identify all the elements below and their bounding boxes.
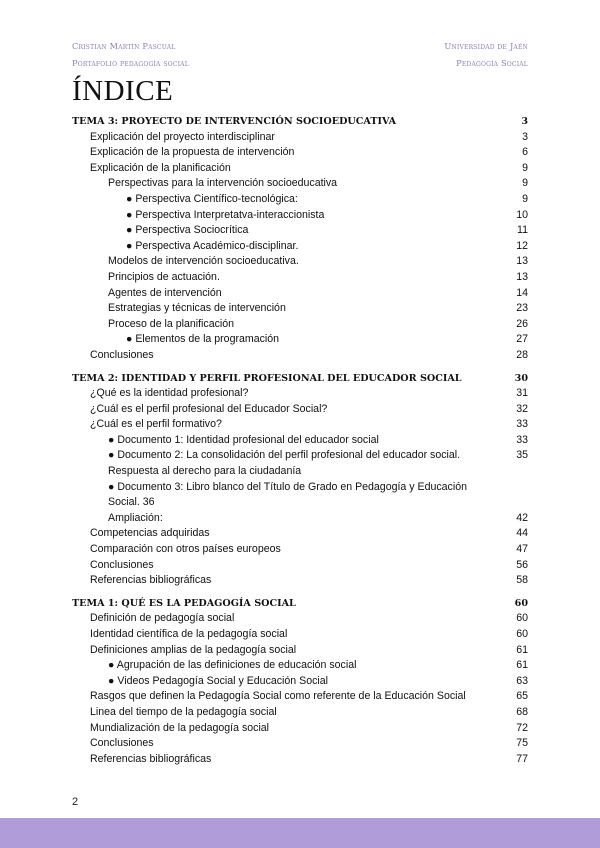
toc-entry-title: Linea del tiempo de la pedagogía social	[90, 705, 277, 718]
toc-entry-title: ● Elementos de la programación	[126, 333, 280, 346]
toc-entry-title: ¿Qué es la identidad profesional?	[90, 387, 249, 400]
toc-entry-page: 3	[521, 116, 528, 127]
toc-entry-page: 27	[516, 333, 528, 346]
toc-entry-title: Conclusiones	[90, 737, 154, 750]
author-name: Cristian Martín Pascual	[72, 41, 176, 51]
toc-entry[interactable]	[72, 752, 528, 768]
toc-entry[interactable]	[72, 433, 528, 449]
header-left	[72, 38, 189, 72]
toc-entry[interactable]	[72, 286, 528, 302]
toc-entry-title: ¿Cuál es el perfil profesional del Educador Social?	[90, 402, 328, 415]
toc-entry-title: Explicación de la planificación	[90, 161, 231, 174]
toc-entry-page: 56	[516, 558, 528, 571]
toc-entry-title: ● Agrupación de las definiciones de educación social	[108, 659, 357, 672]
toc-entry[interactable]	[72, 611, 528, 627]
toc-entry-page: 13	[516, 270, 528, 283]
toc-entry-page: 47	[516, 543, 528, 556]
toc-heading[interactable]	[72, 114, 528, 130]
toc-entry[interactable]	[72, 511, 528, 527]
toc-entry-title: ● Perspectiva Sociocrítica	[126, 224, 249, 237]
table-of-contents	[72, 114, 528, 767]
toc-entry[interactable]	[72, 573, 528, 589]
toc-entry-page: 10	[516, 208, 528, 221]
toc-entry[interactable]	[72, 254, 528, 270]
toc-entry-page: 13	[516, 255, 528, 268]
toc-entry-page: 72	[516, 721, 528, 734]
toc-entry[interactable]	[72, 721, 528, 737]
toc-entry-title: TEMA 2: IDENTIDAD Y PERFIL PROFESIONAL DEL EDUCADOR SOCIAL	[72, 372, 462, 384]
toc-entry-page: 26	[516, 317, 528, 330]
toc-entry[interactable]	[72, 705, 528, 721]
toc-entry-page: 9	[522, 192, 528, 205]
toc-entry[interactable]	[72, 402, 528, 418]
toc-entry-page: 60	[516, 612, 528, 625]
toc-entry[interactable]	[72, 627, 528, 643]
toc-entry-title: Definiciones amplias de la pedagogía social	[90, 643, 297, 656]
toc-entry-page: 3	[522, 130, 528, 143]
toc-heading[interactable]	[72, 596, 528, 612]
toc-entry-title: Agentes de intervención	[108, 286, 222, 299]
toc-entry-page: 61	[516, 643, 528, 656]
toc-entry[interactable]	[72, 643, 528, 659]
toc-entry[interactable]	[72, 542, 528, 558]
toc-entry[interactable]	[72, 348, 528, 364]
toc-entry-title: ● Videos Pedagogía Social y Educación Social	[108, 674, 328, 687]
toc-entry-title: Estrategias y técnicas de intervención	[108, 302, 286, 315]
toc-entry-title: Explicación del proyecto interdisciplinar	[90, 130, 275, 143]
footer-band	[0, 818, 600, 848]
toc-entry[interactable]	[72, 558, 528, 574]
toc-entry-page: 6	[522, 146, 528, 159]
page-number: 2	[72, 796, 79, 808]
toc-entry-title: Principios de actuación.	[108, 270, 220, 283]
header-right	[444, 38, 528, 72]
toc-entry-page: 68	[516, 705, 528, 718]
toc-entry-page: 11	[517, 224, 528, 237]
toc-entry[interactable]	[72, 448, 528, 479]
toc-entry[interactable]	[72, 417, 528, 433]
toc-entry-title: Mundialización de la pedagogía social	[90, 721, 270, 734]
toc-entry-title: ● Perspectiva Interpretatva-interaccionista	[126, 208, 325, 221]
toc-entry-title: ● Documento 3: Libro blanco del Título de Grado en Pedagogía y Educación Social. 36	[108, 480, 467, 509]
toc-entry[interactable]	[72, 270, 528, 286]
toc-entry[interactable]	[72, 480, 528, 511]
page-title: ÍNDICE	[72, 75, 174, 107]
toc-entry-page: 32	[516, 402, 528, 415]
toc-entry-title: Conclusiones	[90, 558, 154, 571]
toc-entry-page: 75	[516, 737, 528, 750]
toc-entry-page: 9	[522, 161, 528, 174]
toc-entry-page: 42	[516, 511, 528, 524]
toc-entry-page: 60	[514, 597, 528, 609]
toc-entry[interactable]	[72, 223, 528, 239]
toc-entry-page: 61	[516, 659, 528, 672]
toc-entry-page: 9	[522, 177, 528, 190]
portfolio-label: Portafolio pedagogía social	[72, 58, 189, 68]
toc-entry-title: Referencias bibliográficas	[90, 574, 212, 587]
toc-entry-title: Rasgos que definen la Pedagogía Social como referente de la Educación Social	[90, 690, 466, 703]
toc-entry-page: 14	[516, 286, 528, 299]
toc-entry-page: 28	[516, 348, 528, 361]
toc-entry[interactable]	[72, 301, 528, 317]
toc-entry[interactable]	[72, 658, 528, 674]
toc-entry-page: 60	[516, 628, 528, 640]
toc-heading[interactable]	[72, 371, 528, 387]
toc-entry[interactable]	[72, 674, 528, 690]
toc-entry[interactable]	[72, 161, 528, 177]
toc-entry-title: TEMA 3: PROYECTO DE INTERVENCIÓN SOCIOEDUCATIVA	[72, 116, 397, 127]
toc-entry-title: ¿Cuál es el perfil formativo?	[90, 418, 222, 431]
toc-entry[interactable]	[72, 145, 528, 161]
toc-entry-title: Conclusiones	[90, 348, 154, 361]
toc-entry-title: ● Perspectiva Científico-tecnológica:	[126, 192, 298, 205]
toc-entry-title: Modelos de intervención socioeducativa.	[108, 255, 299, 268]
toc-entry-title: ● Perspectiva Académico-disciplinar.	[126, 239, 299, 252]
toc-entry-title: Comparación con otros países europeos	[90, 543, 281, 556]
toc-entry[interactable]	[72, 689, 528, 705]
toc-entry[interactable]	[72, 332, 528, 348]
toc-entry-page: 23	[516, 302, 528, 315]
toc-entry-page: 12	[516, 239, 528, 252]
toc-entry[interactable]	[72, 176, 528, 192]
toc-entry-title: Explicación de la propuesta de intervención	[90, 146, 295, 159]
toc-entry-page: 58	[516, 574, 528, 587]
toc-entry[interactable]	[72, 130, 528, 146]
toc-entry-page: 77	[516, 752, 528, 765]
toc-entry-page: 44	[516, 527, 528, 540]
toc-entry-title: Definición de pedagogía social	[90, 612, 235, 625]
toc-entry[interactable]	[72, 736, 528, 752]
toc-entry[interactable]	[72, 526, 528, 542]
toc-entry-title: Perspectivas para la intervención socioeducativa	[108, 177, 338, 190]
university-name: Universidad de Jaén	[444, 41, 528, 51]
toc-entry[interactable]	[72, 317, 528, 333]
toc-entry[interactable]	[72, 239, 528, 255]
toc-entry-page: 63	[516, 674, 528, 687]
toc-entry-title: TEMA 1: QUÉ ES LA PEDAGOGÍA SOCIAL	[72, 597, 296, 609]
toc-entry-title: Competencias adquiridas	[90, 527, 210, 540]
toc-entry-page: 33	[516, 433, 528, 446]
toc-entry-page: 33	[516, 418, 528, 431]
toc-entry[interactable]	[72, 386, 528, 402]
toc-entry-title: Identidad científica de la pedagogía social	[90, 628, 288, 640]
toc-entry-title: Referencias bibliográficas	[90, 752, 212, 765]
toc-entry-title: Ampliación:	[108, 511, 163, 524]
toc-entry-title: ● Documento 1: Identidad profesional del educador social	[108, 433, 379, 446]
toc-entry-page: 65	[516, 690, 528, 703]
toc-entry[interactable]	[72, 208, 528, 224]
course-name: Pedagogía Social	[456, 58, 528, 68]
toc-entry[interactable]	[72, 192, 528, 208]
toc-entry-page: 35	[516, 449, 528, 462]
toc-entry-page: 31	[516, 387, 528, 400]
toc-entry-title: ● Documento 2: La consolidación del perfil profesional del educador social. Respuesta al derecho para la ciudadanía	[108, 449, 461, 478]
toc-entry-page: 30	[514, 372, 528, 384]
toc-entry-title: Proceso de la planificación	[108, 317, 235, 330]
